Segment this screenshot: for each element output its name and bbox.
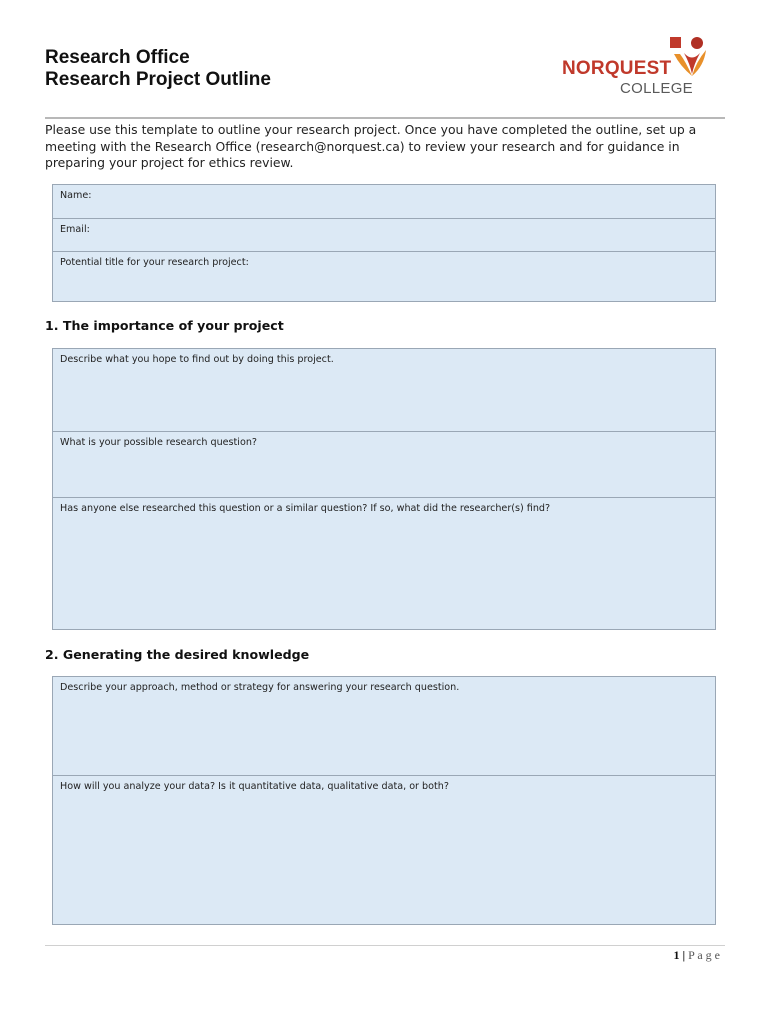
research-question-field[interactable] — [53, 432, 715, 498]
data-analysis-field[interactable] — [53, 776, 715, 924]
section1-box — [52, 348, 716, 630]
norquest-logo — [562, 36, 712, 98]
approach-field[interactable] — [53, 677, 715, 776]
document-header — [45, 47, 271, 91]
hope-to-find-label: Describe what you hope to find out by doing this project. — [60, 354, 334, 365]
project-title-label: Potential title for your research project: — [60, 257, 249, 268]
header-divider — [45, 117, 725, 119]
section2-box — [52, 676, 716, 925]
page-number: 1 — [673, 948, 680, 962]
hope-to-find-field[interactable] — [53, 349, 715, 432]
page-footer — [673, 948, 720, 963]
logo-norquest: NORQUEST — [562, 58, 672, 79]
prior-research-label: Has anyone else researched this question or a similar question? If so, what did the researcher(s) find? — [60, 503, 551, 514]
section1-heading: 1. The importance of your project — [45, 318, 284, 333]
intro-paragraph: Please use this template to outline your research project. Once you have completed the outline, set up a meeting with the Research Office (research@norquest.ca) to review your research and for guidance in preparing your project for ethics review. — [45, 122, 697, 170]
name-field[interactable] — [53, 185, 715, 219]
info-form-box — [52, 184, 716, 302]
prior-research-field[interactable] — [53, 498, 715, 629]
email-field[interactable] — [53, 219, 715, 252]
project-title-field[interactable] — [53, 252, 715, 301]
section2-heading: 2. Generating the desired knowledge — [45, 647, 310, 662]
logo-college: COLLEGE — [620, 80, 693, 97]
email-label: Email: — [60, 224, 90, 235]
header-title: Research Project Outline — [45, 69, 271, 90]
approach-label: Describe your approach, method or strategy for answering your research question. — [60, 682, 460, 693]
research-question-label: What is your possible research question? — [60, 437, 258, 448]
footer-divider — [45, 945, 725, 946]
name-label: Name: — [60, 190, 92, 201]
header-office: Research Office — [45, 47, 190, 68]
page-label: P a g e — [688, 948, 720, 962]
page-separator: | — [679, 948, 689, 962]
data-analysis-label: How will you analyze your data? Is it quantitative data, qualitative data, or both? — [60, 781, 449, 792]
leaf-mark-icon — [670, 36, 712, 80]
